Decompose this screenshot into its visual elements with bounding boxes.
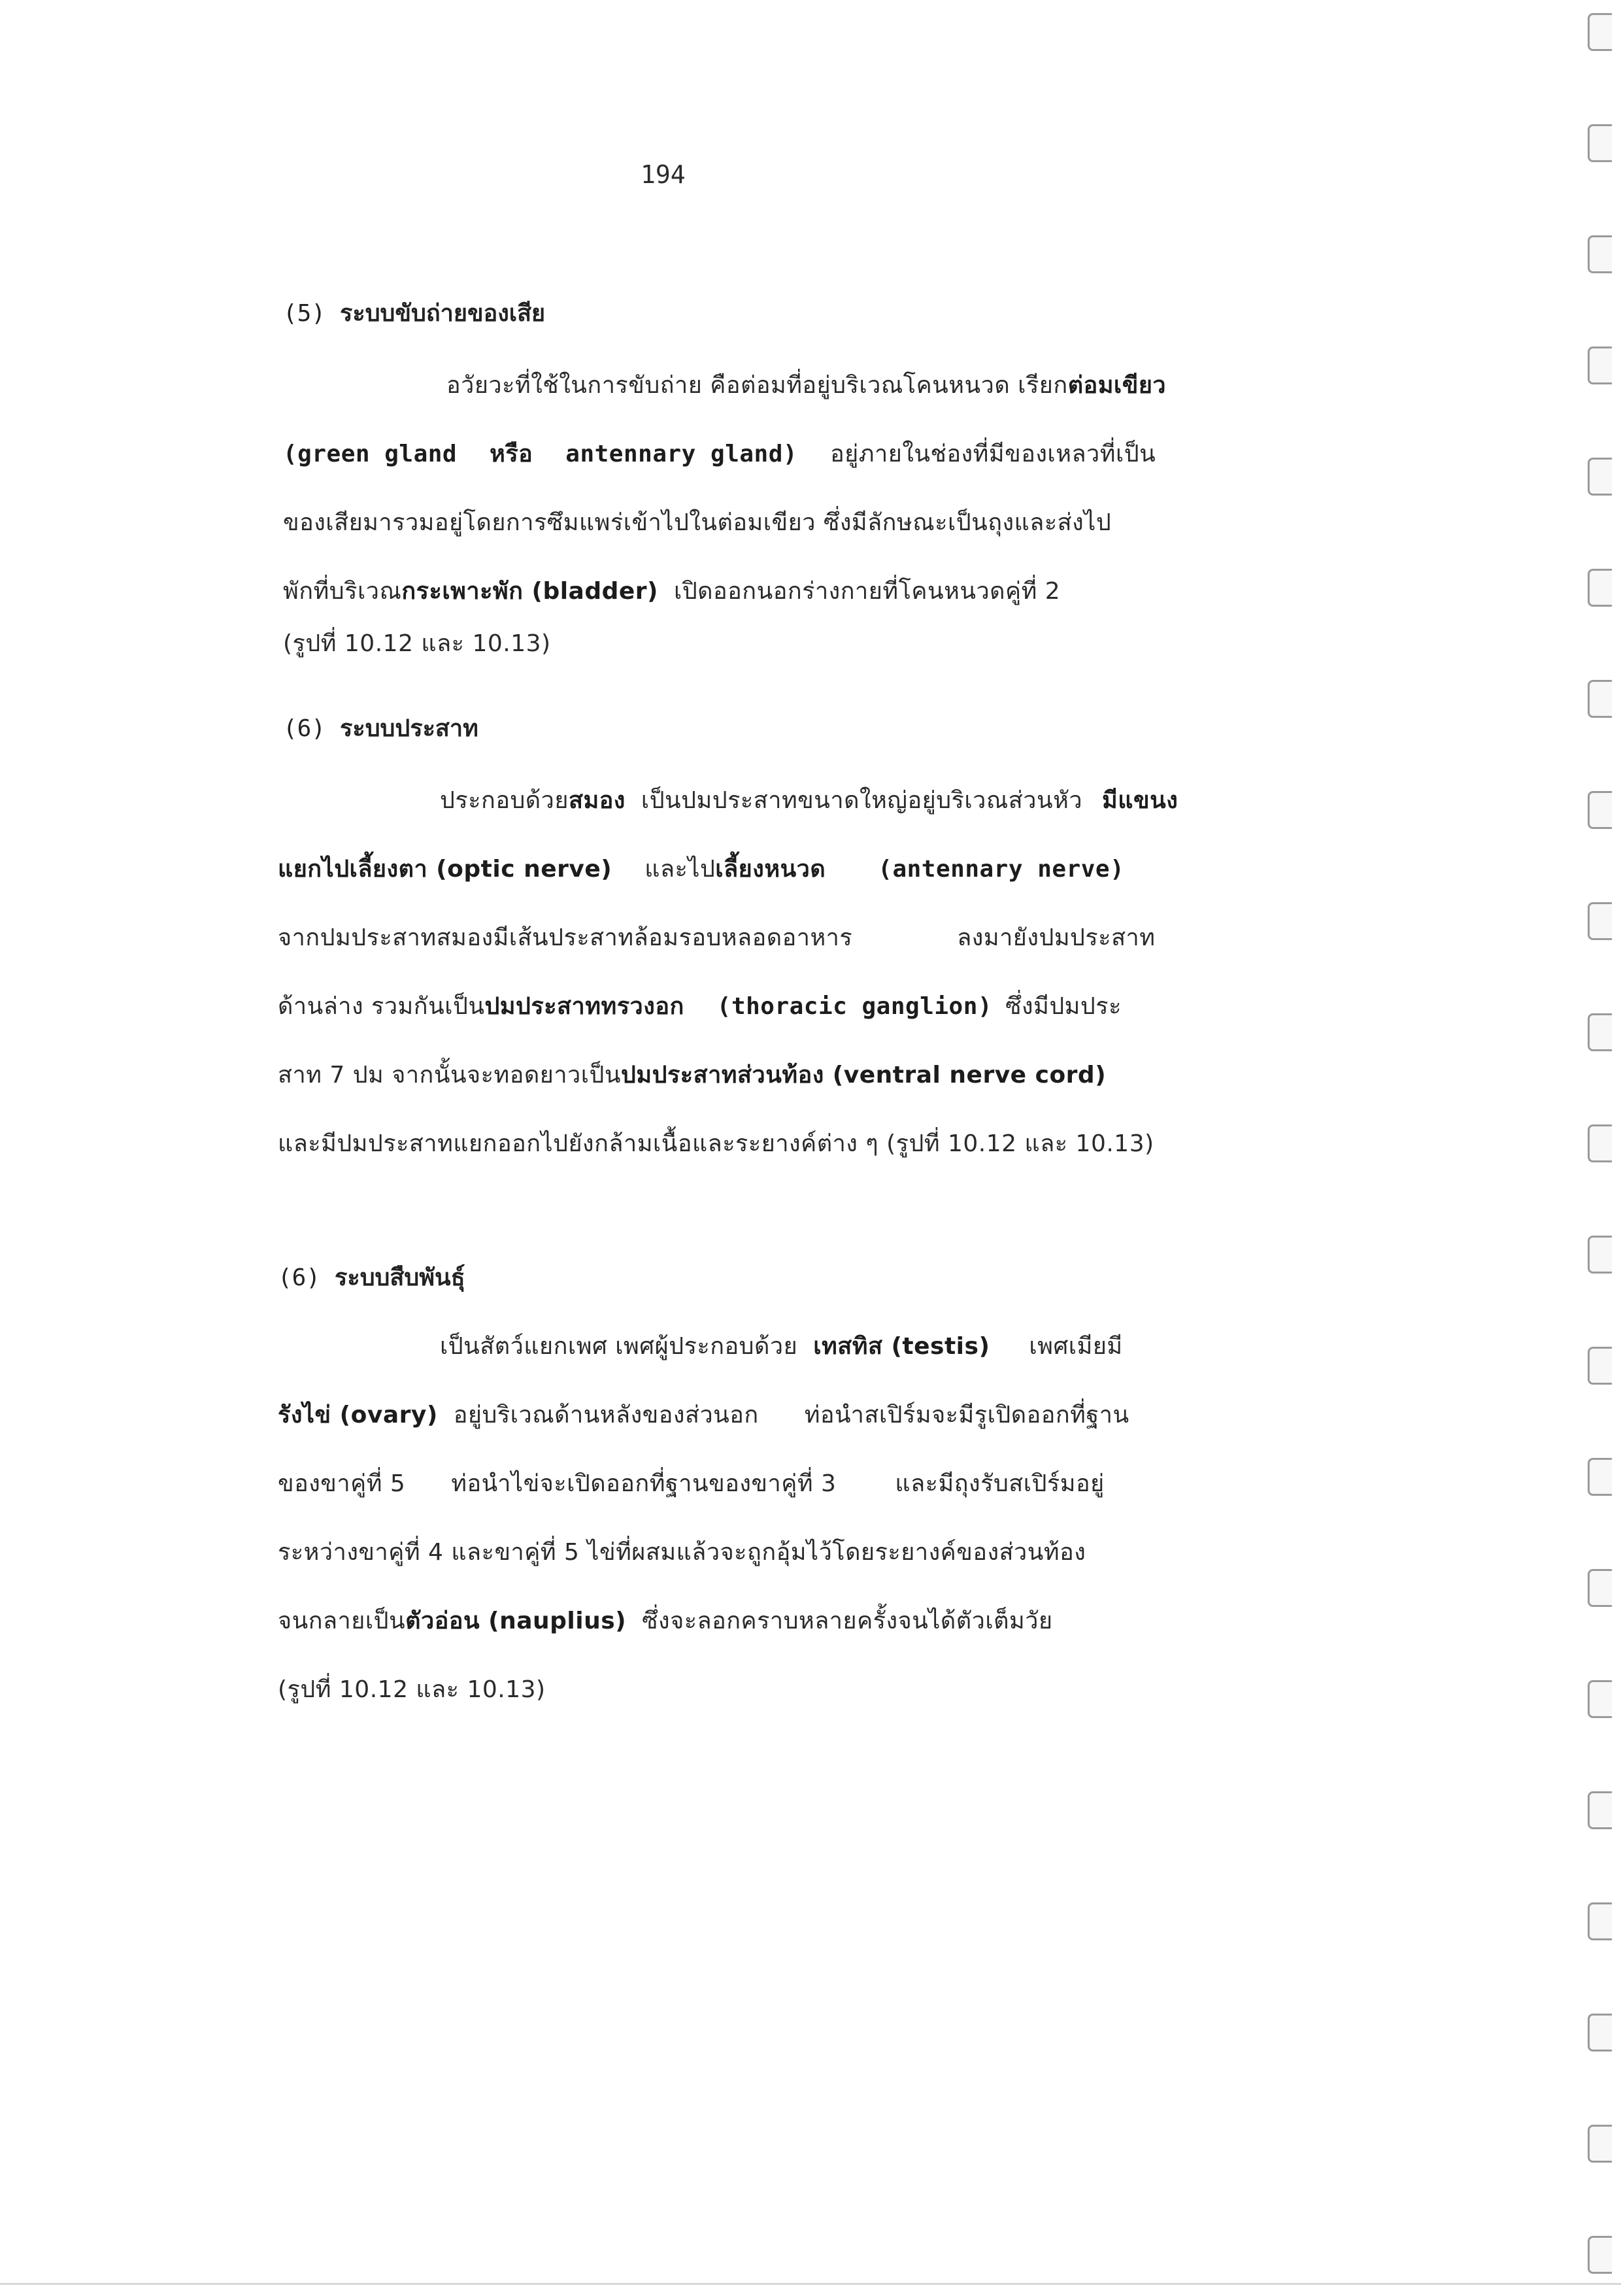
text-run: เป็นปมประสาทขนาดใหญ่อยู่บริเวณส่วนหัว [641,787,1083,814]
bold-term: มีแขนง [1102,787,1178,814]
section-heading-excretory [283,294,545,331]
paragraph-line [278,1056,1106,1093]
binder-hole [1588,1124,1612,1162]
figure-reference: (รูปที่ 10.12 และ 10.13) [278,1676,546,1703]
text-run: ของขาคู่ที่ 5 [278,1470,406,1497]
binder-hole [1588,2014,1612,2051]
bold-term: (antennary nerve) [878,856,1125,883]
text-run: จนกลายเป็น [278,1608,406,1634]
text-run: อวัยวะที่ใช้ในการขับถ่าย คือต่อมที่อยู่บริเวณโคนหนวด เรียก [446,372,1068,399]
binder-hole [1588,2236,1612,2274]
binder-hole [1588,124,1612,162]
binder-hole [1588,346,1612,384]
text-run: อยู่ภายในช่องที่มีของเหลวที่เป็น [830,441,1156,467]
page-number: 194 [641,160,686,189]
text-run: ด้านล่าง รวมกันเป็น [278,993,485,1020]
text-run: ประกอบด้วย [440,787,569,814]
bold-term: (green gland [283,441,458,467]
paragraph-line [278,1464,1105,1502]
text-run: ซึ่งจะลอกคราบหลายครั้งจนได้ตัวเต็มวัย [642,1608,1053,1634]
paragraph-line: และมีปมประสาทแยกออกไปยังกล้ามเนื้อและระยางค์ต่าง ๆ (รูปที่ 10.12 และ 10.13) [278,1130,1154,1157]
text-run: จากปมประสาทสมองมีเส้นประสาทล้อมรอบหลอดอาหาร [278,924,853,951]
paragraph-line [278,1396,1129,1433]
paragraph-line [440,781,1178,819]
bold-term: ปมประสาททรวงอก [484,993,684,1020]
bold-term: แยกไปเลี้ยงตา (optic nerve) [278,856,612,883]
section-heading-nervous [283,709,478,747]
text-run: ท่อนำสเปิร์มจะมีรูเปิดออกที่ฐาน [804,1402,1129,1428]
bold-term: antennary gland) [565,441,798,467]
binder-hole [1588,1569,1612,1607]
paragraph-line [278,850,1124,887]
paragraph-line [278,987,1122,1024]
section-title: ระบบสืบพันธุ์ [335,1264,465,1291]
binder-edge [1575,0,1621,2296]
text-run: และมีถุงรับสเปิร์มอยู่ [895,1470,1105,1497]
text-run: พักที่บริเวณ [283,578,402,605]
bold-term: สมอง [568,787,626,814]
binder-hole [1588,569,1612,607]
paragraph-line [440,1327,1123,1364]
binder-hole [1588,791,1612,829]
text-run: เพศเมียมี [1029,1333,1123,1360]
binder-hole [1588,2125,1612,2163]
text-run: เปิดออกนอกร่างกายที่โคนหนวดคู่ที่ 2 [674,578,1061,605]
binder-hole [1588,1347,1612,1385]
binder-hole [1588,1013,1612,1051]
binder-hole [1588,235,1612,273]
bold-term: ต่อมเขียว [1067,372,1167,399]
bold-term: ปมประสาทส่วนท้อง (ventral nerve cord) [621,1062,1107,1089]
bold-term: เลี้ยงหนวด [715,856,826,883]
section-title: ระบบประสาท [340,715,478,742]
text-run: อยู่บริเวณด้านหลังของส่วนอก [453,1402,759,1428]
binder-hole [1588,1791,1612,1829]
text-run: ท่อนำไข่จะเปิดออกที่ฐานของขาคู่ที่ 3 [451,1470,837,1497]
paragraph-line [283,435,1156,472]
figure-reference: (รูปที่ 10.12 และ 10.13) [283,630,551,657]
paragraph-line [446,366,1166,403]
binder-hole [1588,13,1612,51]
binder-hole [1588,902,1612,940]
paragraph-line [283,572,1060,609]
text-run: สาท 7 ปม จากนั้นจะทอดยาวเป็น [278,1062,622,1089]
section-heading-reproductive [278,1258,465,1296]
binder-hole [1588,458,1612,496]
section-number: (5) [283,300,326,327]
binder-hole [1588,1458,1612,1496]
text-run: ซึ่งมีปมประ [1005,993,1122,1020]
text-run: เป็นสัตว์แยกเพศ เพศผู้ประกอบด้วย [440,1333,798,1360]
text-run: ลงมายังปมประสาท [957,924,1156,951]
section-number: (6) [278,1264,321,1291]
section-number: (6) [283,715,326,742]
bold-term: (thoracic ganglion) [716,993,993,1020]
bold-term: เทสทิส (testis) [813,1333,990,1360]
paragraph-line [278,1602,1053,1639]
bold-term: กระเพาะพัก (bladder) [401,578,659,605]
binder-hole [1588,680,1612,718]
binder-hole [1588,1902,1612,1940]
bold-term: ตัวอ่อน (nauplius) [405,1608,627,1634]
binder-hole [1588,1236,1612,1274]
paragraph-line: ระหว่างขาคู่ที่ 4 และขาคู่ที่ 5 ไข่ที่ผสมแล้วจะถูกอุ้มไว้โดยระยางค์ของส่วนท้อง [278,1539,1086,1566]
page-bottom-edge [0,2283,1621,2285]
paragraph-line [278,919,1156,956]
paragraph-line: ของเสียมารวมอยู่โดยการซึมแพร่เข้าไปในต่อมเขียว ซึ่งมีลักษณะเป็นถุงและส่งไป [283,509,1112,536]
section-title: ระบบขับถ่ายของเสีย [340,300,546,327]
binder-hole [1588,1680,1612,1718]
bold-term: รังไข่ (ovary) [278,1402,438,1428]
text-run: และไป [644,856,716,883]
bold-term: หรือ [490,441,533,467]
